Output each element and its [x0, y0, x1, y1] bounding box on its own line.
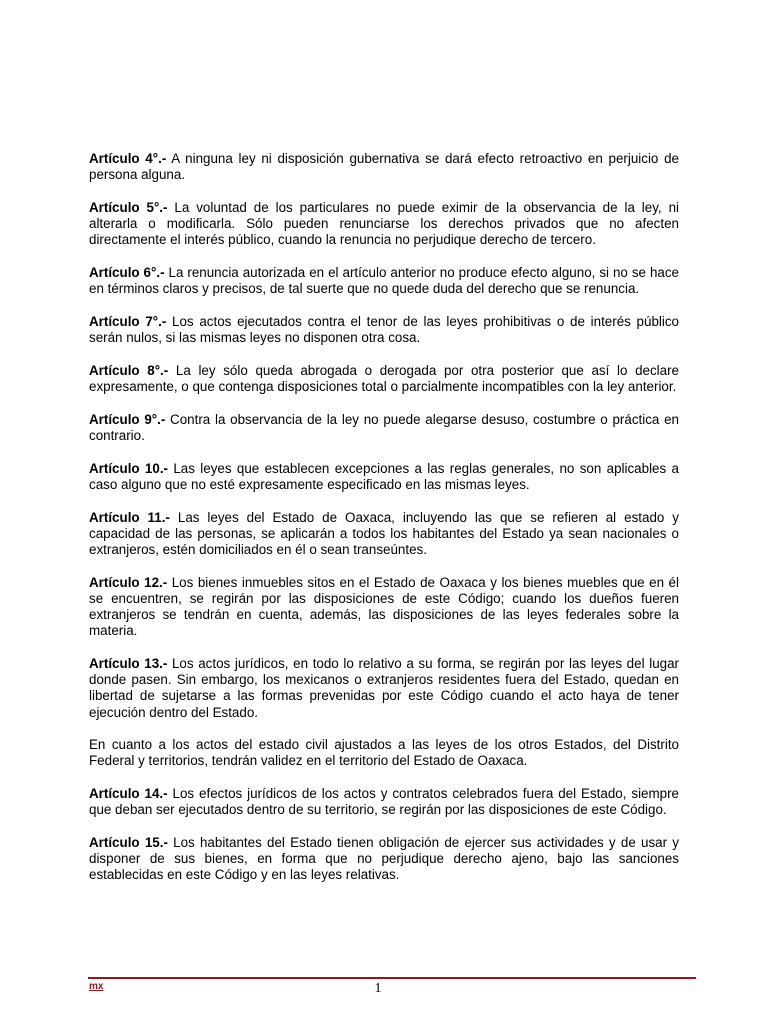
article-label: Artículo 10.-: [89, 460, 169, 476]
footer-divider: [88, 977, 696, 979]
article-text: Los efectos jurídicos de los actos y contratos celebrados fuera del Estado, siempre que deban ser ejecutados dentro de su territorio, se regirán por las disposiciones de este Código.: [89, 785, 679, 817]
article-paragraph: [89, 786, 679, 818]
paragraph-text: En cuanto a los actos del estado civil ajustados a las leyes de los otros Estados, del Distrito Federal y territorios, tendrán validez en el territorio del Estado de Oaxaca.: [89, 737, 679, 769]
article-text: Las leyes que establecen excepciones a las reglas generales, no son aplicables a caso alguno que no esté expresamente especificado en las mismas leyes.: [89, 460, 679, 492]
article-text: Los actos jurídicos, en todo lo relativo a su forma, se regirán por las leyes del lugar donde pasen. Sin embargo, los mexicanos o extranjeros residentes fuera del Estado, quedan en libertad de sujetarse a las formas prevenidas por este Código cuando el acto haya de tener ejecución dentro del Estado.: [89, 655, 679, 720]
article-text: La ley sólo queda abrogada o derogada por otra posterior que así lo declare expresamente, o que contenga disposiciones total o parcialmente incompatibles con la ley anterior.: [89, 362, 679, 395]
article-label: Artículo 5°.-: [89, 199, 168, 215]
article-label: Artículo 15.-: [89, 834, 168, 850]
article-paragraph: [89, 656, 679, 721]
article-paragraph: [89, 200, 679, 249]
article-paragraph: [89, 265, 679, 297]
article-paragraph: [89, 510, 679, 559]
footer-link[interactable]: mx: [89, 981, 104, 992]
article-paragraph: [89, 151, 679, 183]
article-label: Artículo 12.-: [89, 574, 168, 590]
article-label: Artículo 6°.-: [89, 265, 165, 281]
article-label: Artículo 14.-: [89, 785, 168, 801]
article-label: Artículo 13.-: [89, 655, 168, 671]
article-text: Las leyes del Estado de Oaxaca, incluyendo las que se refieren al estado y capacidad de las personas, se aplicarán a todos los habitantes del Estado ya sean nacionales o extranjeros, estén domiciliados en él o sean transeúntes.: [89, 509, 679, 557]
article-text: Los bienes inmuebles sitos en el Estado de Oaxaca y los bienes muebles que en él se encuentren, se regirán por las disposiciones de este Código; cuando los dueños fueren extranjeros se tendrán en cuenta, además, las disposiciones de las leyes federales sobre la materia.: [89, 574, 679, 639]
article-label: Artículo 9°.-: [89, 411, 166, 427]
article-text: La renuncia autorizada en el artículo anterior no produce efecto alguno, si no se hace en términos claros y precisos, de tal suerte que no quede duda del derecho que se renuncia.: [89, 265, 679, 297]
article-label: Artículo 4°.-: [89, 151, 167, 166]
article-text: Contra la observancia de la ley no puede alegarse desuso, costumbre o práctica en contrario.: [89, 411, 679, 443]
article-text: A ninguna ley ni disposición gubernativa se dará efecto retroactivo en perjuicio de persona alguna.: [89, 151, 679, 183]
article-label: Artículo 7°.-: [89, 313, 167, 329]
article-paragraph: [89, 363, 679, 395]
continuation-paragraph: [89, 737, 679, 769]
article-paragraph: [89, 461, 679, 493]
article-paragraph: [89, 835, 679, 884]
article-text: La voluntad de los particulares no puede eximir de la observancia de la ley, ni alterarla o modificarla. Sólo pueden renunciarse los derechos privados que no afecten directamente el interés público, cuando la renuncia no perjudique derecho de tercero.: [89, 199, 679, 248]
document-body: [89, 151, 679, 900]
article-label: Artículo 11.-: [89, 509, 170, 525]
article-paragraph: [89, 575, 679, 640]
article-paragraph: [89, 412, 679, 444]
article-text: Los actos ejecutados contra el tenor de las leyes prohibitivas o de interés público serán nulos, si las mismas leyes no disponen otra cosa.: [89, 313, 679, 346]
article-paragraph: [89, 314, 679, 346]
page-number: 1: [374, 981, 382, 996]
article-label: Artículo 8°.-: [89, 362, 169, 378]
article-text: Los habitantes del Estado tienen obligación de ejercer sus actividades y de usar y disponer de sus bienes, en forma que no perjudique derecho ajeno, bajo las sanciones establecidas en este Código y en las leyes relativas.: [89, 834, 679, 882]
